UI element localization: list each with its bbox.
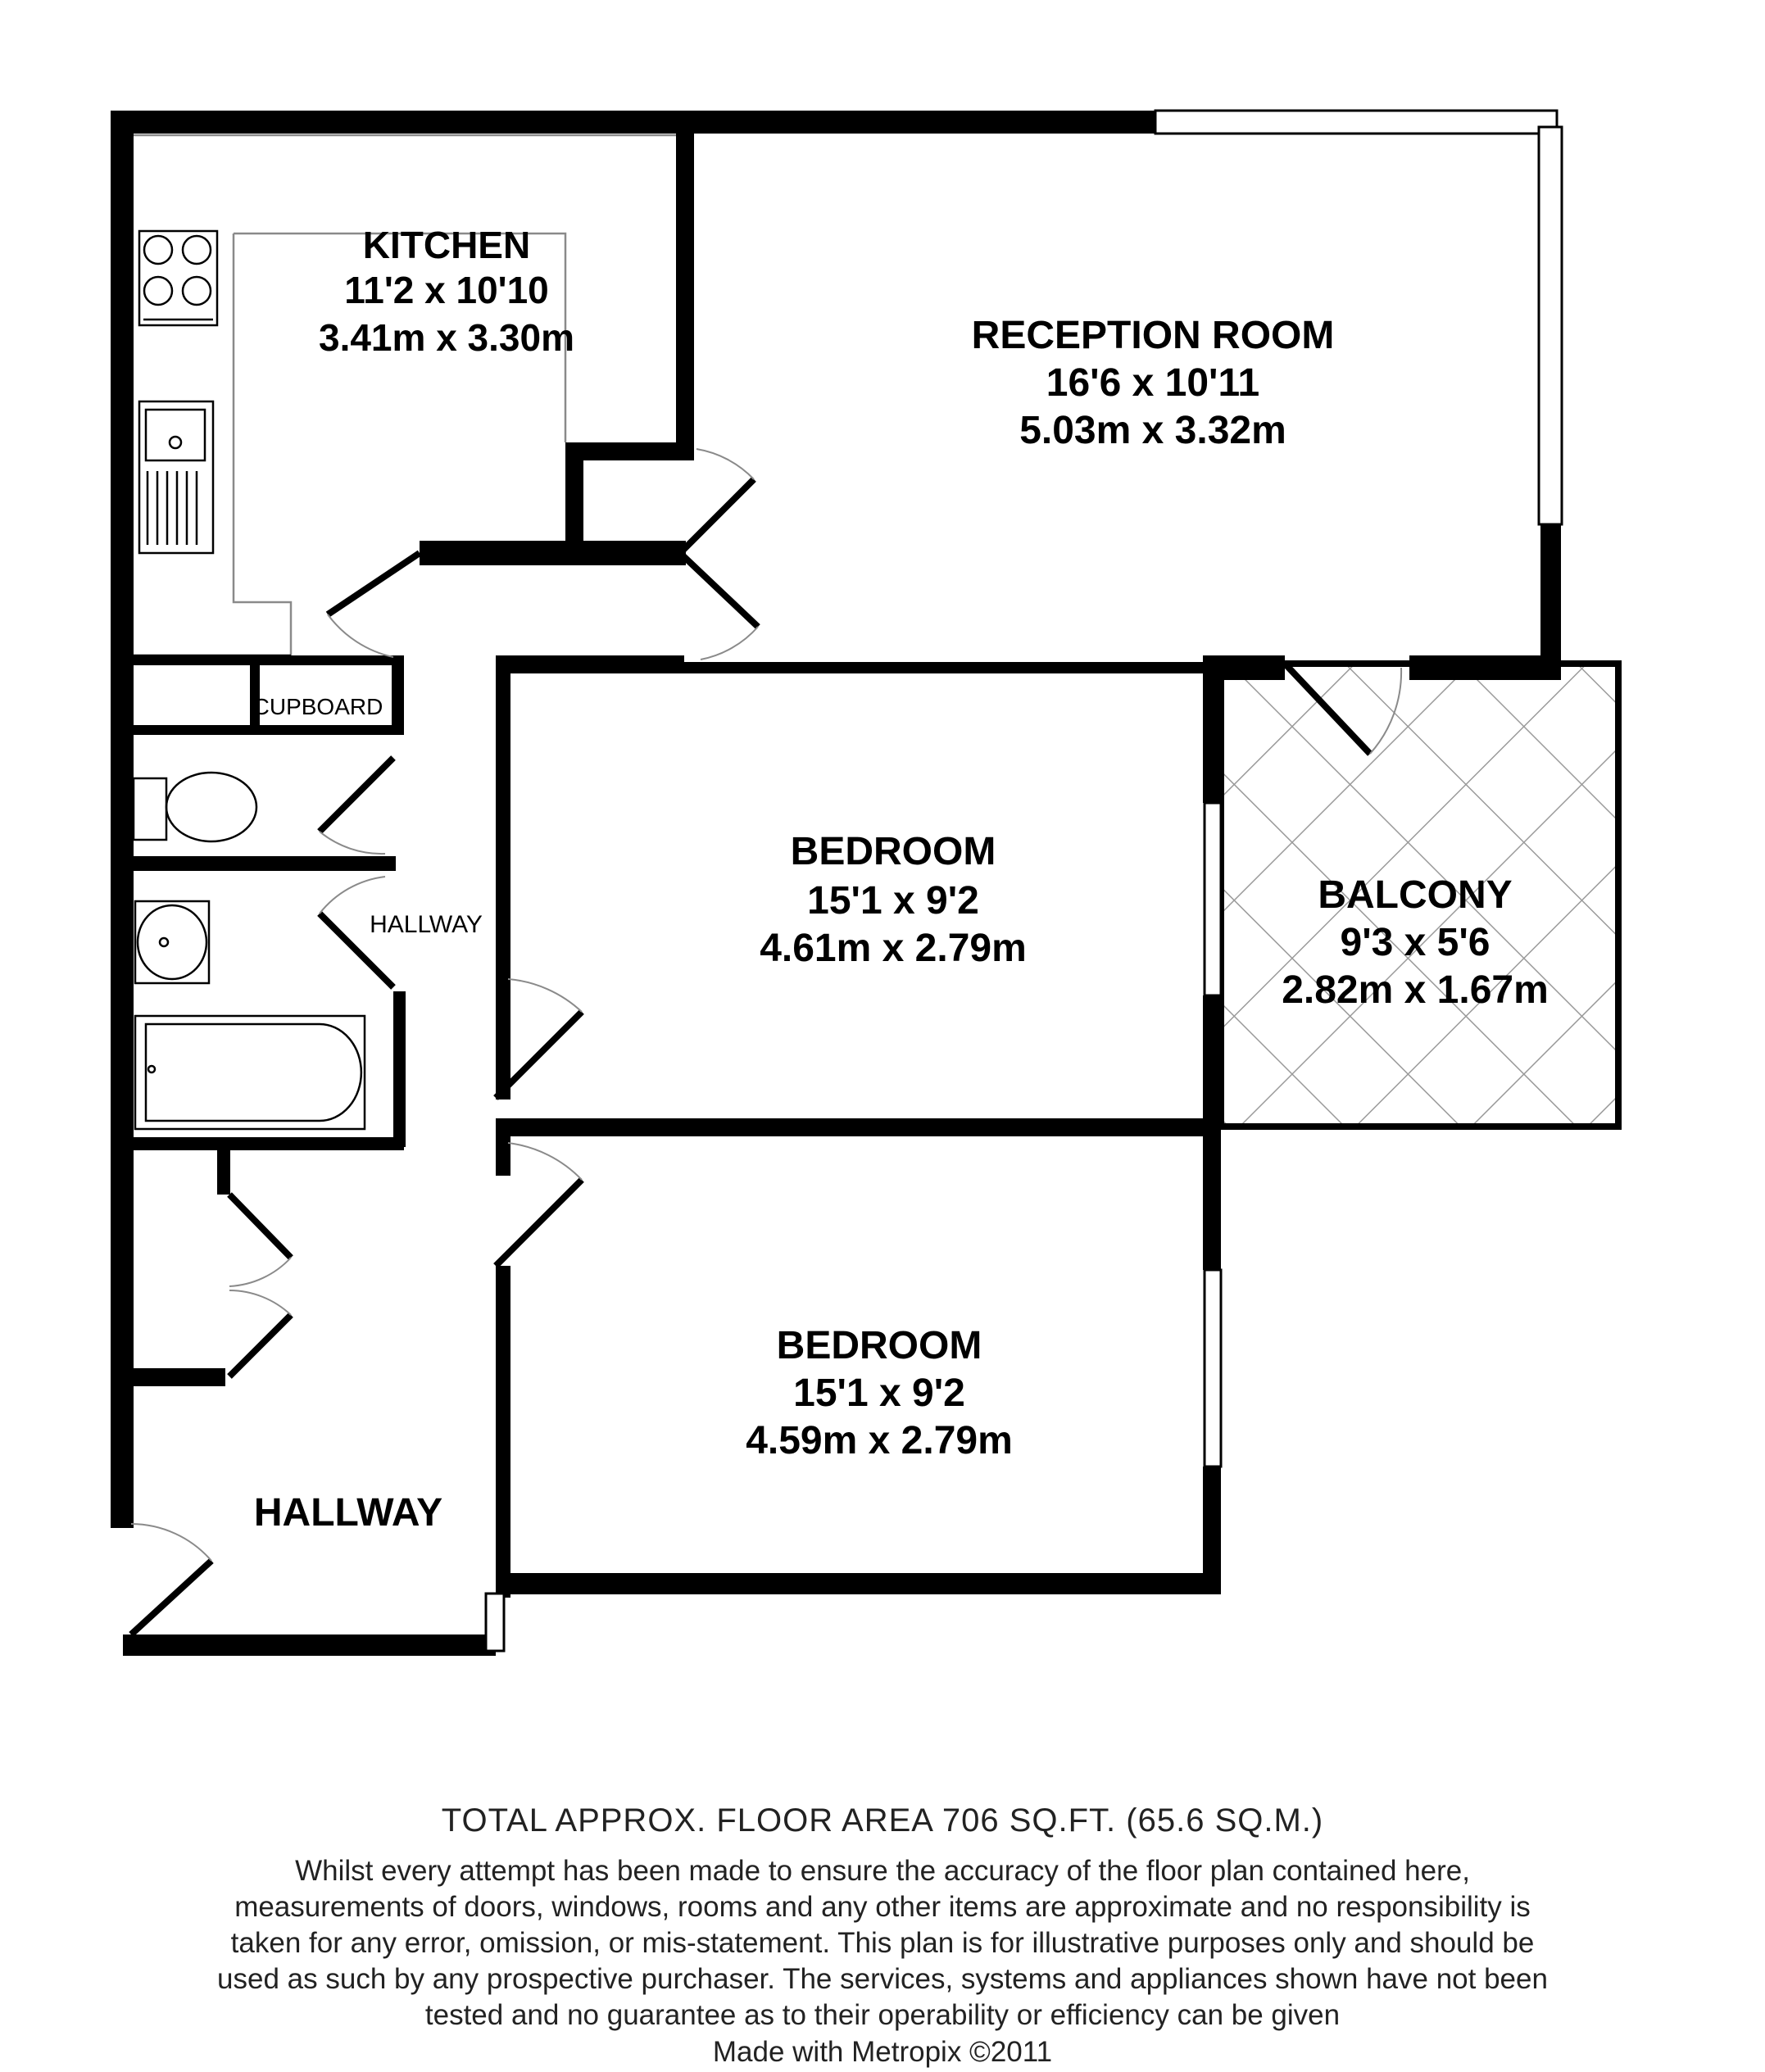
hob-icon <box>139 231 217 325</box>
toilet-icon <box>134 773 256 841</box>
balcony-metric: 2.82m x 1.67m <box>1282 968 1549 1012</box>
bedroom2-name: BEDROOM <box>776 1324 982 1367</box>
bedroom1-name: BEDROOM <box>790 830 996 873</box>
reception-metric: 5.03m x 3.32m <box>1019 409 1286 452</box>
sink-icon <box>139 401 213 553</box>
kitchen-metric: 3.41m x 3.30m <box>318 316 575 359</box>
disclaimer-text: Whilst every attempt has been made to ensure the accuracy of the floor plan contained here, measurements of doors, windows, rooms and any other items are approximate and no responsibility is taken for any error, omission, or mis-statement. This plan is for illustrative purposes only and should be used as such by any prospective purchaser. The services, systems and appliances shown have not been tested and no guarantee as to their operability or efficiency can be given <box>217 1855 1548 2031</box>
reception-name: RECEPTION ROOM <box>971 314 1335 357</box>
metropix-credit: Made with Metropix ©2011 <box>712 2036 1053 2068</box>
hallway-small-label: HALLWAY <box>370 911 483 938</box>
balcony-imperial: 9'3 x 5'6 <box>1340 921 1490 964</box>
reception-imperial: 16'6 x 10'11 <box>1046 361 1260 405</box>
balcony-name: BALCONY <box>1318 873 1513 917</box>
bedroom2-imperial: 15'1 x 9'2 <box>793 1372 965 1415</box>
hallway-main-label: HALLWAY <box>253 1491 443 1535</box>
bedroom1-imperial: 15'1 x 9'2 <box>807 879 979 923</box>
kitchen-imperial: 11'2 x 10'10 <box>344 269 549 311</box>
room-labels <box>253 224 1549 1535</box>
total-floor-area: TOTAL APPROX. FLOOR AREA 706 SQ.FT. (65.6 SQ.M.) <box>441 1802 1324 1839</box>
cupboard-label: CUPBOARD <box>252 694 383 719</box>
washbasin-icon <box>135 901 209 983</box>
kitchen-name: KITCHEN <box>362 224 531 266</box>
bedroom1-metric: 4.61m x 2.79m <box>760 927 1027 970</box>
bedroom2-metric: 4.59m x 2.79m <box>746 1419 1013 1462</box>
kitchen-counters <box>134 135 676 655</box>
bath-icon <box>135 1016 365 1129</box>
